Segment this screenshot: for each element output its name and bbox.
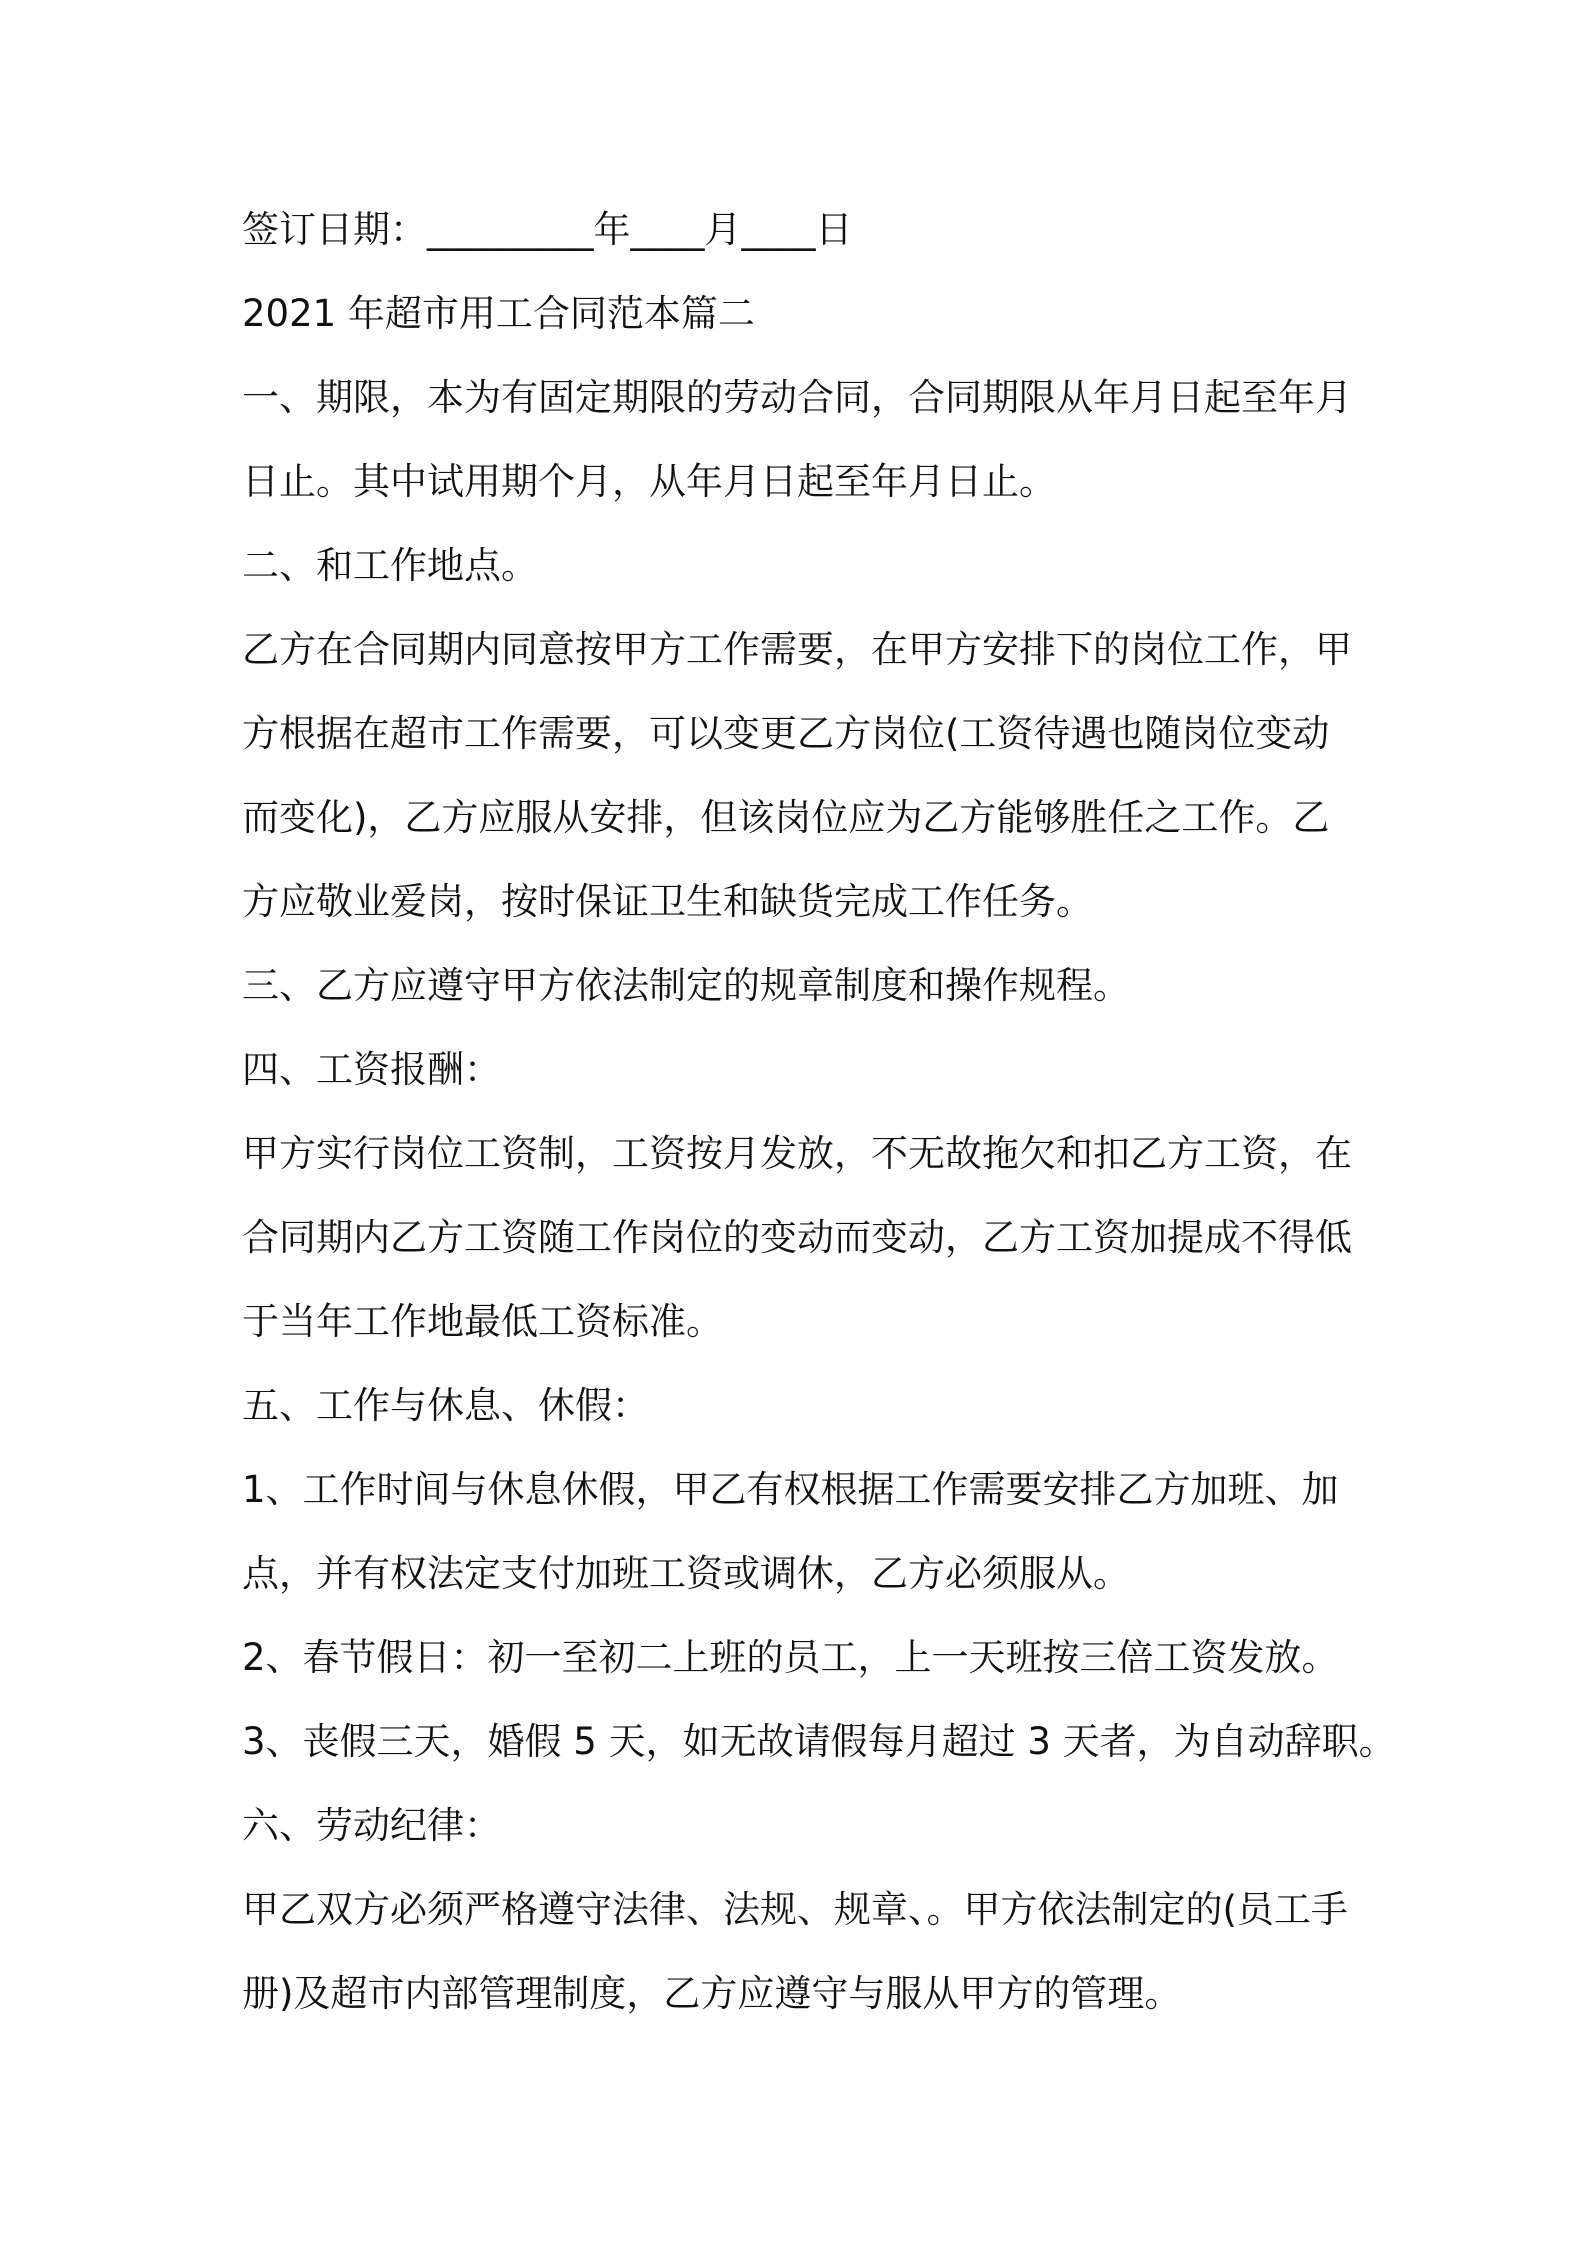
- clause-5-item-1-line-2: 点，并有权法定支付加班工资或调休，乙方必须服从。: [242, 1552, 1130, 1595]
- clause-2-body-line-1: 乙方在合同期内同意按甲方工作需要，在甲方安排下的岗位工作，甲: [242, 628, 1352, 671]
- clause-2-body-line-3: 而变化)，乙方应服从安排，但该岗位应为乙方能够胜任之工作。乙: [242, 796, 1330, 839]
- clause-2-title: 二、和工作地点。: [242, 544, 538, 587]
- clause-2-body-line-2: 方根据在超市工作需要，可以变更乙方岗位(工资待遇也随岗位变动: [242, 712, 1330, 755]
- clause-2-body-line-4: 方应敬业爱岗，按时保证卫生和缺货完成工作任务。: [242, 880, 1093, 923]
- contract-heading: 2021 年超市用工合同范本篇二: [242, 292, 755, 335]
- clause-4-body-line-3: 于当年工作地最低工资标准。: [242, 1300, 723, 1343]
- clause-1-line-1: 一、期限，本为有固定期限的劳动合同，合同期限从年月日起至年月: [242, 376, 1352, 419]
- clause-1-line-2: 日止。其中试用期个月，从年月日起至年月日止。: [242, 460, 1056, 503]
- clause-5-item-2: 2、春节假日：初一至初二上班的员工，上一天班按三倍工资发放。: [242, 1636, 1339, 1679]
- clause-4-body-line-1: 甲方实行岗位工资制，工资按月发放，不无故拖欠和扣乙方工资，在: [242, 1132, 1352, 1175]
- clause-6-body-line-1: 甲乙双方必须严格遵守法律、法规、规章、。甲方依法制定的(员工手: [242, 1888, 1348, 1931]
- clause-5-item-3: 3、丧假三天，婚假 5 天，如无故请假每月超过 3 天者，为自动辞职。: [242, 1720, 1396, 1763]
- clause-6-body-line-2: 册)及超市内部管理制度，乙方应遵守与服从甲方的管理。: [242, 1972, 1182, 2015]
- clause-5-title: 五、工作与休息、休假：: [242, 1384, 649, 1427]
- clause-6-title: 六、劳动纪律：: [242, 1804, 501, 1847]
- clause-4-title: 四、工资报酬：: [242, 1048, 501, 1091]
- clause-3: 三、乙方应遵守甲方依法制定的规章制度和操作规程。: [242, 964, 1130, 1007]
- clause-5-item-1-line-1: 1、工作时间与休息休假，甲乙有权根据工作需要安排乙方加班、加: [242, 1468, 1339, 1511]
- clause-4-body-line-2: 合同期内乙方工资随工作岗位的变动而变动，乙方工资加提成不得低: [242, 1216, 1352, 1259]
- sign-date-line: 签订日期：_________年____月____日: [242, 208, 853, 251]
